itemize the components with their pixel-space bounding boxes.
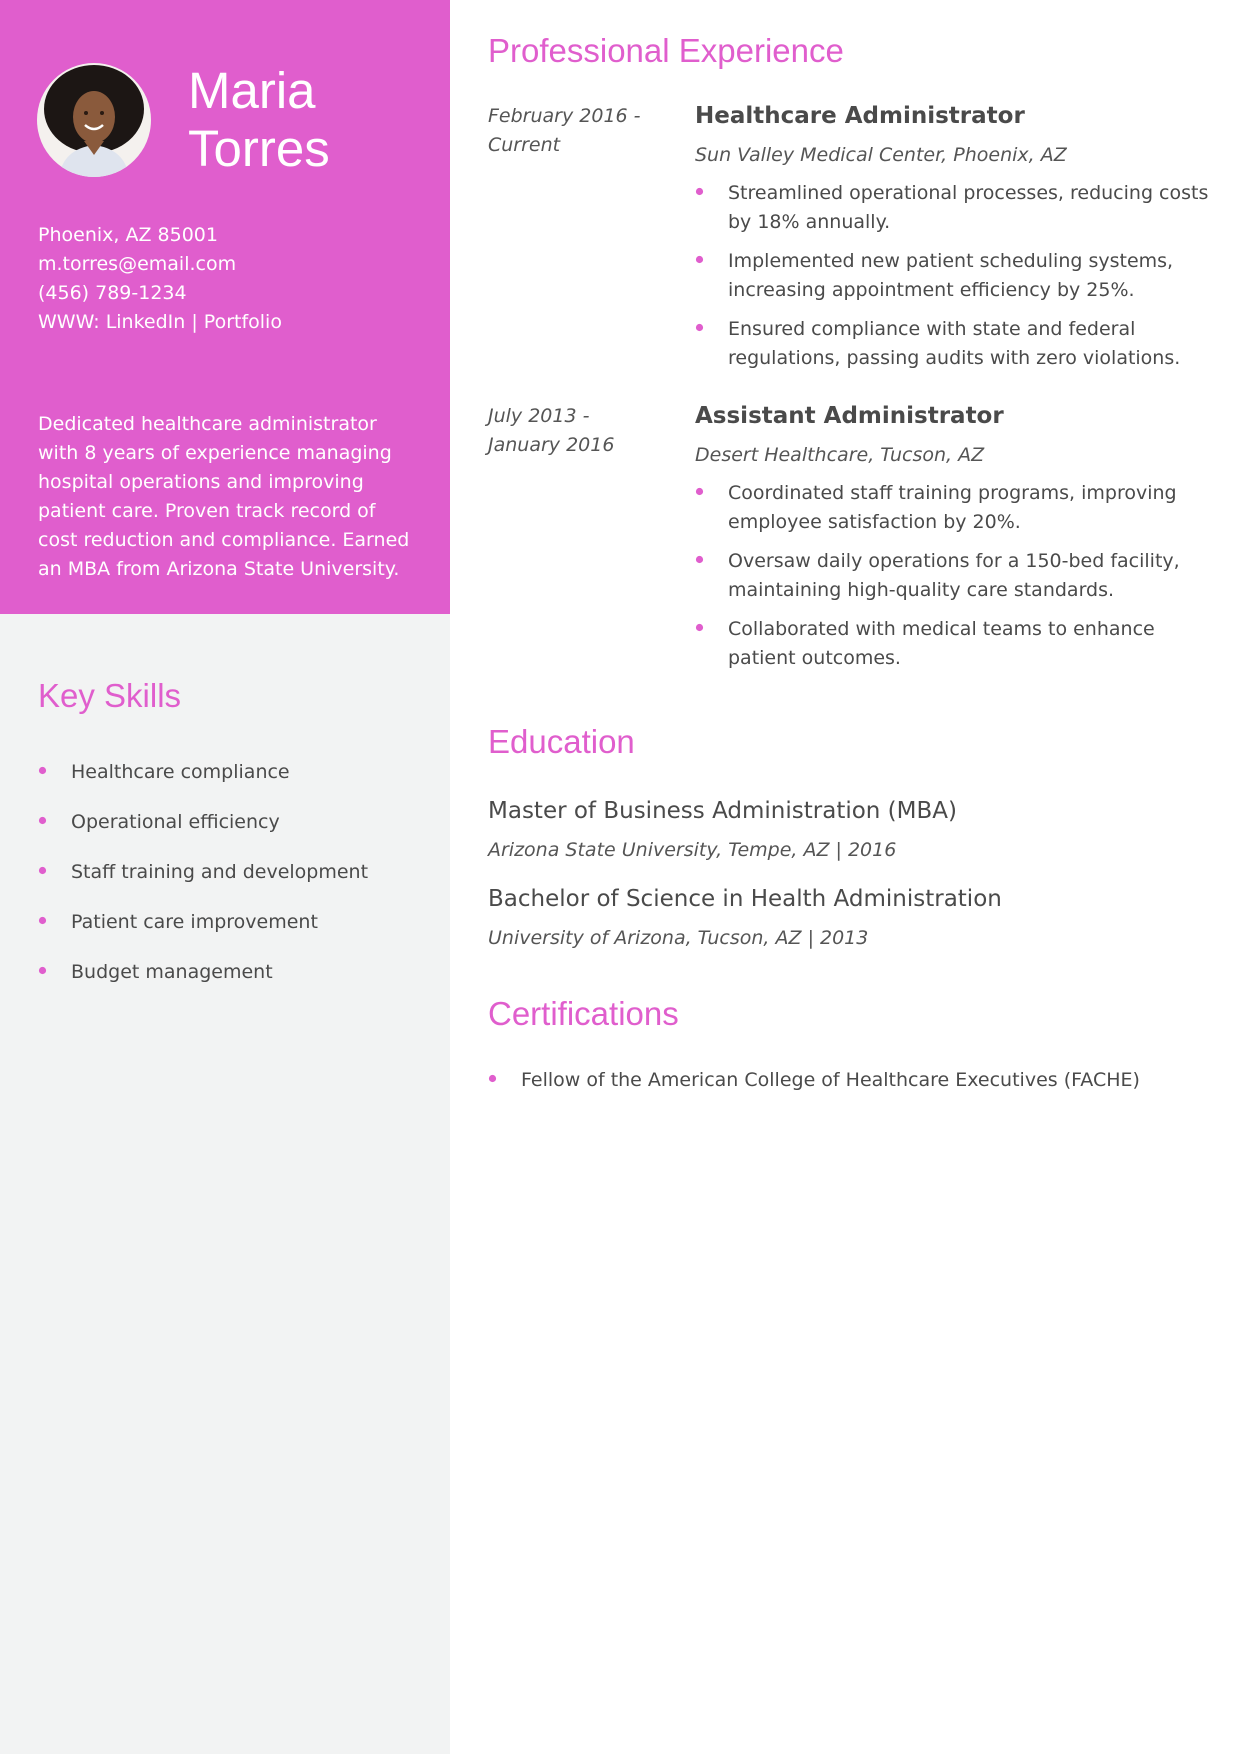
skill-item <box>38 758 368 808</box>
last-name: Torres <box>188 120 330 177</box>
bullet-icon <box>695 187 704 196</box>
skills-list <box>38 758 368 1008</box>
skill-item <box>38 908 368 958</box>
job-bullet <box>695 479 1215 537</box>
certification-label: Fellow of the American College of Healthcare Executives (FACHE) <box>521 1069 1140 1091</box>
skill-label: Budget management <box>71 961 273 983</box>
skill-label: Patient care improvement <box>71 911 318 933</box>
experience-heading: Professional Experience <box>488 32 844 69</box>
certifications-heading: Certifications <box>488 995 679 1032</box>
job-bullet-text: Ensured compliance with state and federal regulations, passing audits with zero violations. <box>728 318 1181 369</box>
education-entry <box>488 796 1208 865</box>
education-degree: Master of Business Administration (MBA) <box>488 798 957 824</box>
bullet-icon <box>695 623 704 632</box>
job-bullet <box>695 247 1215 305</box>
job-bullet-text: Streamlined operational processes, reducing costs by 18% annually. <box>728 182 1209 233</box>
bullet-icon <box>695 555 704 564</box>
job-bullets <box>695 179 1215 373</box>
job-title: Assistant Administrator <box>695 403 1004 429</box>
bullet-icon <box>695 323 704 332</box>
job-bullet <box>695 547 1215 605</box>
education-school: University of Arizona, Tucson, AZ | 2013 <box>488 927 869 949</box>
job-bullets <box>695 479 1215 673</box>
bullet-icon <box>38 866 47 875</box>
certification-item <box>488 1066 1140 1095</box>
contact-email[interactable]: m.torres@email.com <box>38 253 237 275</box>
avatar <box>37 63 151 177</box>
job-company: Desert Healthcare, Tucson, AZ <box>695 444 985 466</box>
skill-label: Operational efficiency <box>71 811 280 833</box>
job-details <box>695 102 1215 383</box>
job-bullet <box>695 615 1215 673</box>
bullet-icon <box>488 1074 497 1083</box>
bullet-icon <box>695 255 704 264</box>
contact-info <box>38 221 282 337</box>
skill-item <box>38 858 368 908</box>
job-title: Healthcare Administrator <box>695 103 1025 129</box>
education-school: Arizona State University, Tempe, AZ | 2016 <box>488 839 897 861</box>
job-date: February 2016 - Current <box>488 105 641 156</box>
contact-address: Phoenix, AZ 85001 <box>38 224 218 246</box>
first-name: Maria <box>188 62 316 119</box>
certifications-list <box>488 1066 1140 1095</box>
skill-label: Staff training and development <box>71 861 369 883</box>
education-entry <box>488 884 1208 953</box>
skill-item <box>38 958 368 1008</box>
job-bullet <box>695 315 1215 373</box>
job-date: July 2013 - January 2016 <box>488 405 615 456</box>
education-degree: Bachelor of Science in Health Administration <box>488 886 1002 912</box>
job-bullet-text: Coordinated staff training programs, improving employee satisfaction by 20%. <box>728 482 1177 533</box>
job-details <box>695 402 1215 683</box>
profile-summary: Dedicated healthcare administrator with 8 years of experience managing hospital operations and improving patient care. Proven track record of cost reduction and compliance. Earned an MBA from Arizona State University. <box>38 413 410 580</box>
skills-heading: Key Skills <box>38 677 182 714</box>
bullet-icon <box>38 966 47 975</box>
skill-item <box>38 808 368 858</box>
job-bullet <box>695 179 1215 237</box>
job-company: Sun Valley Medical Center, Phoenix, AZ <box>695 144 1067 166</box>
bullet-icon <box>38 916 47 925</box>
contact-www[interactable]: WWW: LinkedIn | Portfolio <box>38 311 282 333</box>
bullet-icon <box>695 487 704 496</box>
candidate-name <box>188 62 330 178</box>
bullet-icon <box>38 766 47 775</box>
job-bullet-text: Collaborated with medical teams to enhance patient outcomes. <box>728 618 1155 669</box>
contact-phone: (456) 789-1234 <box>38 282 187 304</box>
skill-label: Healthcare compliance <box>71 761 290 783</box>
job-bullet-text: Oversaw daily operations for a 150-bed facility, maintaining high-quality care standards. <box>728 550 1180 601</box>
bullet-icon <box>38 816 47 825</box>
job-bullet-text: Implemented new patient scheduling systems, increasing appointment efficiency by 25%. <box>728 250 1174 301</box>
education-heading: Education <box>488 723 635 760</box>
